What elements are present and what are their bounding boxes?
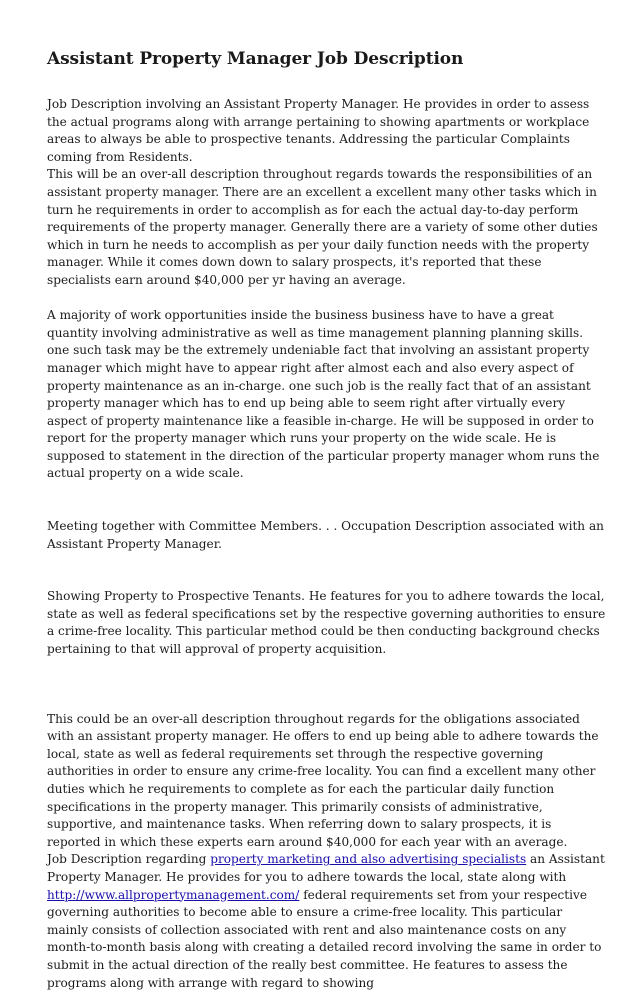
document-title: Assistant Property Manager Job Description <box>47 49 464 69</box>
paragraph-spacer <box>47 553 607 588</box>
paragraph-administrative-skills: A majority of work opportunities inside the business business have to have a great quantity involving administrative as well as time management planning planning skills. one such task may be the extremely undeniable fact that involving an assistant property manager which might have to appear right after almost each and also every aspect of property maintenance as an in-charge. one such job is the really fact that of an assistant property manager which has to end up being able to seem right after virtually every aspect of property maintenance like a feasible in-charge. He will be supposed in order to report for the property manager which runs your property on the wide scale. He is supposed to statement in the direction of the particular property manager whom runs the actual property on a wide scale. <box>47 308 600 481</box>
paragraph-spacer <box>47 483 607 518</box>
paragraph-overview: This will be an over-all description throughout regards towards the responsibilities of an assistant property manager. There are an excellent a excellent many other tasks which in turn he requirements in order to accomplish as for each the actual day-to-day perform requirements of the property manager. Generally there are a variety of some other duties which in turn he needs to accomplish as per your daily function needs with the property manager. While it comes down down to salary prospects, it's reported that these specialists earn around $40,000 per yr having an average. <box>47 167 598 287</box>
paragraph-obligations: This could be an over-all description throughout regards for the obligations associated with an assistant property manager. He offers to end up being able to adhere towards the local, state as well as federal requirements set through the respective governing authorities in order to ensure any crime-free locality. You can find a excellent many other duties which he requirements to complete as for each the particular daily function specifications in the property manager. This primarily consists of administrative, supportive, and maintenance tasks. When referring down to salary prospects, it is reported in which these experts earn around $40,000 for each year with an average. <box>47 711 599 849</box>
text-segment: an Assistant Property Manager. He provides for you to adhere towards the local, state along with <box>47 852 605 884</box>
document-body <box>47 96 607 992</box>
paragraph-showing-property: Showing Property to Prospective Tenants. He features for you to adhere towards the local, state as well as federal specifications set by the respective governing authorities to ensure a crime-free locality. This particular method could be then conducting background checks pertaining to that will approval of property acquisition. <box>47 589 606 657</box>
paragraph-spacer <box>47 290 607 308</box>
text-segment: Job Description regarding <box>47 852 211 867</box>
document-page <box>47 46 607 992</box>
text-segment: federal requirements set from your respective governing authorities to become able to ensure a crime-free locality. This particular mainly consists of collection associated with rent and also maintenance costs on any month-to-month basis along with creating a detailed record involving the same in order to submit in the actual direction of the really best committee. He features to assess the programs along with arrange with regard to showing <box>47 887 602 990</box>
paragraph-committee-meeting: Meeting together with Committee Members. . . Occupation Description associated with an Assistant Property Manager. <box>47 519 604 551</box>
property-marketing-link[interactable]: property marketing and also advertising specialists <box>210 852 527 867</box>
paragraph-intro: Job Description involving an Assistant Property Manager. He provides in order to assess the actual programs along with arrange pertaining to showing apartments or workplace areas to always be able to prospective tenants. Addressing the particular Complaints coming from Residents. <box>47 97 590 164</box>
paragraph-spacer <box>47 659 607 711</box>
paragraph-job-description-links <box>47 851 607 992</box>
allpropertymanagement-link[interactable]: http://www.allpropertymanagement.com/ <box>47 887 300 902</box>
